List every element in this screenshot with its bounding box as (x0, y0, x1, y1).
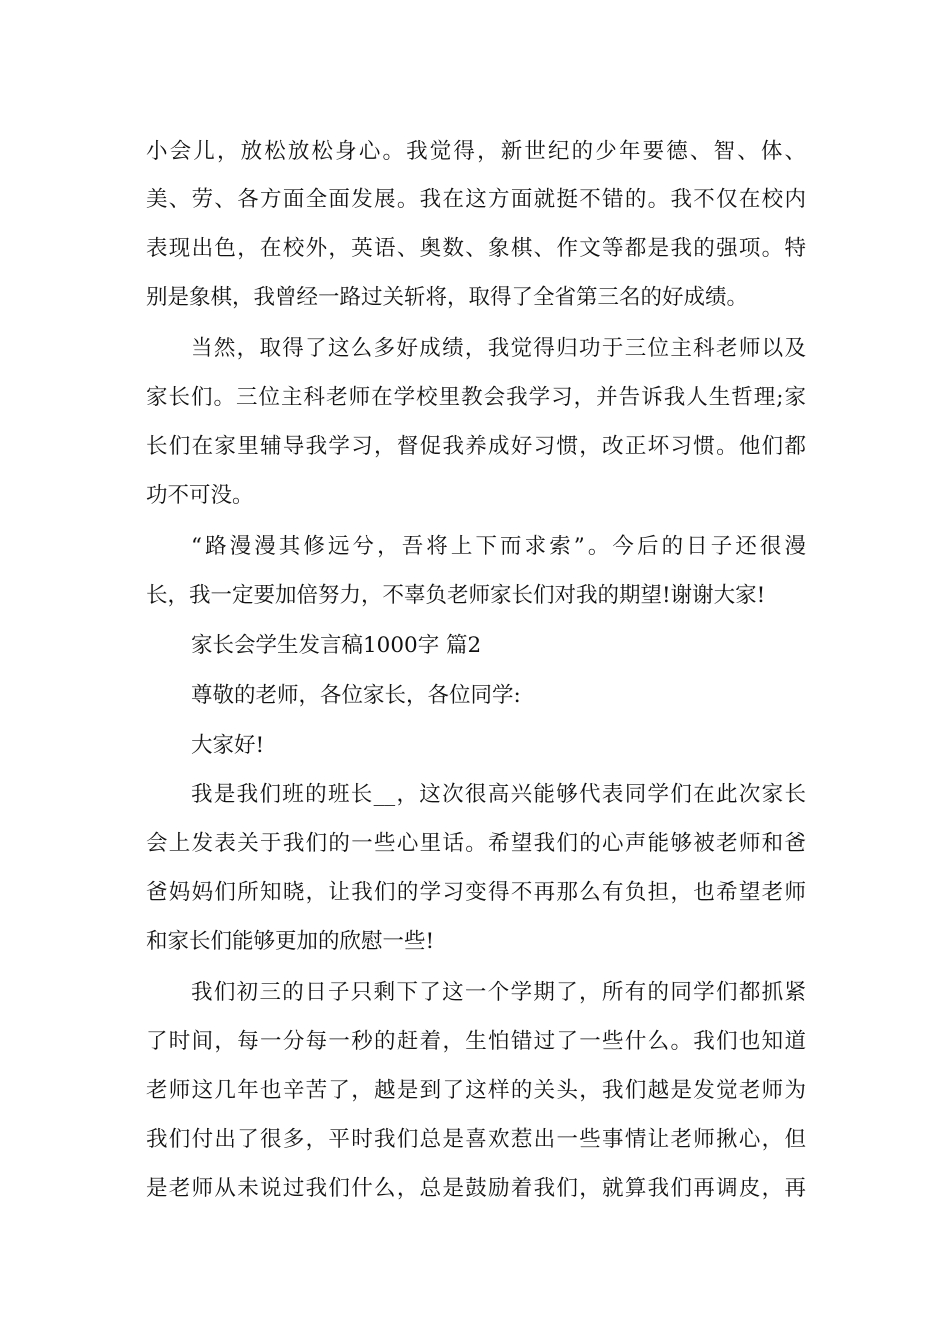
text-line: “路漫漫其修远兮，吾将上下而求索”。今后的日子还很漫 (191, 534, 806, 559)
text-line: 会上发表关于我们的一些心里话。希望我们的心声能够被老师和爸 (146, 831, 806, 856)
greeting: 大家好! (191, 733, 265, 758)
text-line: 美、劳、各方面全面发展。我在这方面就挺不错的。我不仅在校内 (146, 187, 806, 212)
text-line: 老师这几年也辛苦了，越是到了这样的关头，我们越是发觉老师为 (146, 1078, 806, 1103)
text-line: 小会儿，放松放松身心。我觉得，新世纪的少年要德、智、体、 (146, 139, 806, 164)
text-line: 和家长们能够更加的欣慰一些! (146, 929, 435, 954)
text-line: 是老师从未说过我们什么，总是鼓励着我们，就算我们再调皮，再 (146, 1176, 806, 1201)
text-line: 我们初三的日子只剩下了这一个学期了，所有的同学们都抓紧 (191, 980, 806, 1005)
text-line: 表现出色，在校外，英语、奥数、象棋、作文等都是我的强项。特 (146, 236, 806, 261)
salutation: 尊敬的老师，各位家长，各位同学: (191, 683, 521, 708)
text-line: 我是我们班的班长__，这次很高兴能够代表同学们在此次家长 (191, 782, 806, 807)
text-line: 了时间，每一分每一秒的赶着，生怕错过了一些什么。我们也知道 (146, 1029, 806, 1054)
text-line: 长，我一定要加倍努力，不辜负老师家长们对我的期望!谢谢大家! (146, 583, 766, 608)
text-line: 长们在家里辅导我学习，督促我养成好习惯，改正坏习惯。他们都 (146, 434, 806, 459)
text-line: 爸妈妈们所知晓，让我们的学习变得不再那么有负担，也希望老师 (146, 880, 806, 905)
text-line: 我们付出了很多，平时我们总是喜欢惹出一些事情让老师揪心，但 (146, 1127, 806, 1152)
text-line: 家长们。三位主科老师在学校里教会我学习，并告诉我人生哲理;家 (146, 385, 806, 410)
text-line: 别是象棋，我曾经一路过关斩将，取得了全省第三名的好成绩。 (146, 285, 749, 310)
text-line: 当然，取得了这么多好成绩，我觉得归功于三位主科老师以及 (191, 336, 806, 361)
section-heading: 家长会学生发言稿1000字 篇2 (191, 633, 482, 658)
text-line: 功不可没。 (146, 483, 254, 508)
